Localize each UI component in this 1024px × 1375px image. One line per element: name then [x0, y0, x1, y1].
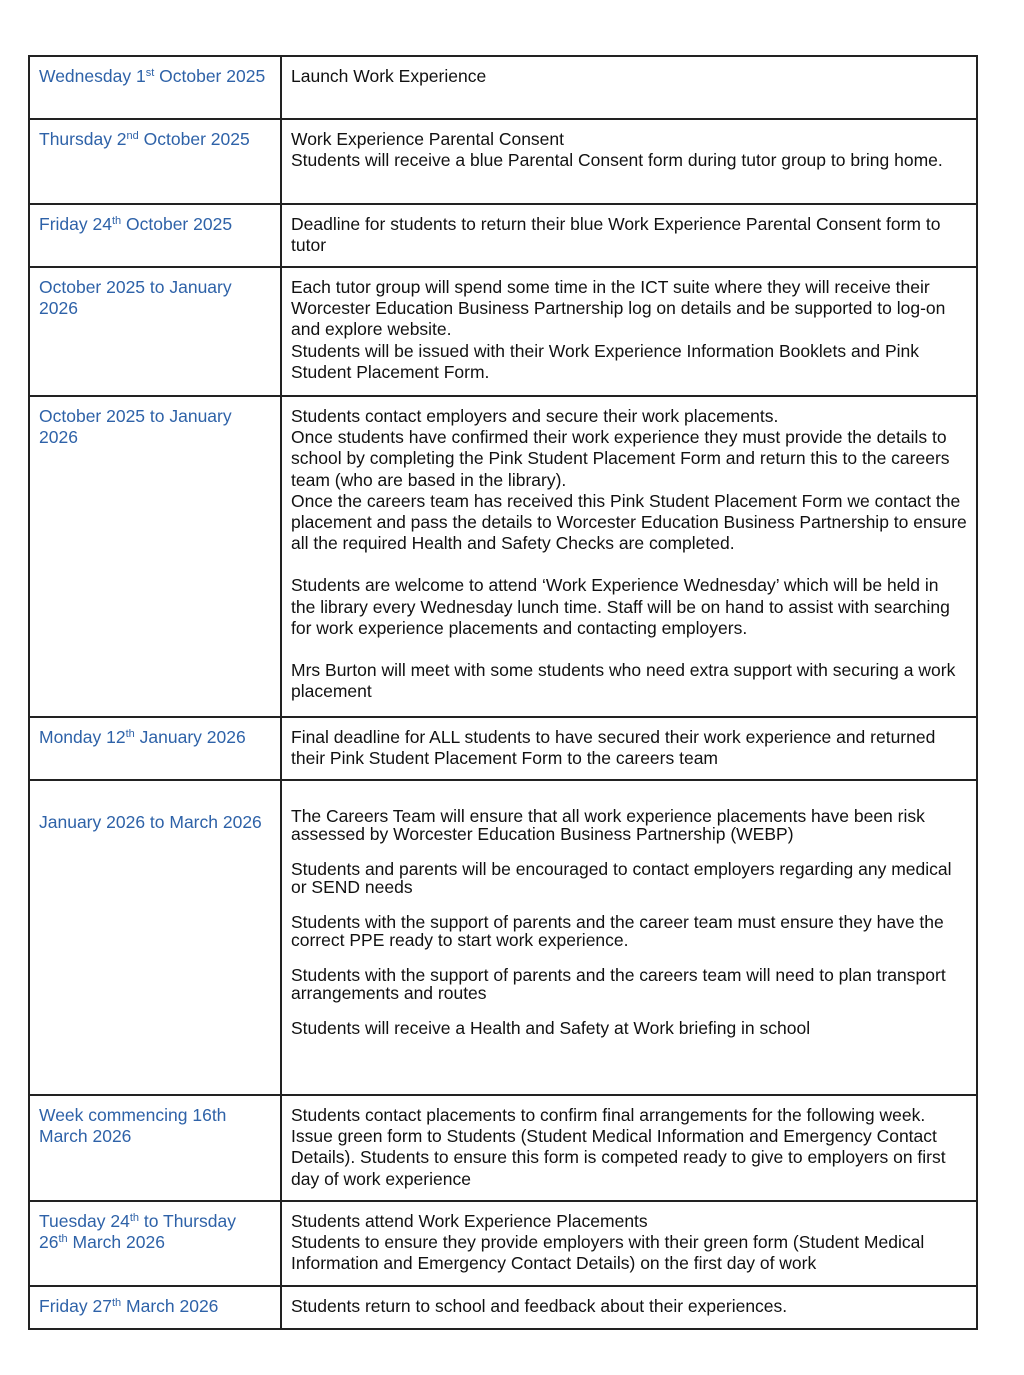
date-text: to Thursday	[139, 1211, 236, 1231]
table-row	[29, 1286, 977, 1329]
date-cell	[29, 56, 281, 119]
date-line	[39, 1211, 271, 1232]
table-row	[29, 717, 977, 780]
date-text: January 2026 to March 2026	[39, 812, 262, 832]
date-suffix: th	[111, 1297, 122, 1309]
paragraph-gap	[291, 554, 967, 575]
description-line: Students will receive a Health and Safety at Work briefing in school	[291, 1018, 811, 1038]
date-line	[39, 1232, 271, 1253]
date-cell	[29, 119, 281, 204]
description-line: Students contact employers and secure their work placements.	[291, 406, 779, 426]
description-line: Once the careers team has received this Pink Student Placement Form we contact the placement and pass the details to Worcester Education Business Partnership to ensure all the required Health and Safety Checks are completed.	[291, 490, 967, 554]
description-line: Deadline for students to return their blue Work Experience Parental Consent form to tutor	[291, 214, 941, 256]
date-text: October 2025	[154, 66, 266, 86]
table-row	[29, 204, 977, 267]
date-cell	[29, 1286, 281, 1329]
date-text: March 2026	[67, 1232, 165, 1253]
paragraph-gap	[291, 639, 967, 660]
date-suffix: th	[125, 728, 135, 740]
date-cell	[29, 717, 281, 780]
table-row	[29, 119, 977, 204]
description-line: The Careers Team will ensure that all work experience placements have been risk assessed by Worcester Education Business Partnership (WEBP)	[291, 806, 925, 844]
date-cell	[29, 780, 281, 1095]
description-cell	[281, 780, 977, 1095]
date-cell	[29, 1201, 281, 1286]
date-text: Wednesday 1	[39, 66, 146, 86]
description-line: Students to ensure they provide employers with their green form (Student Medical Information and Emergency Contact Details) on the first day of work	[291, 1232, 925, 1274]
date-text: Week commencing 16th March 2026	[39, 1105, 227, 1147]
date-text: Monday 12	[39, 727, 126, 747]
date-text: January 2026	[134, 727, 246, 747]
description-line: Students will be issued with their Work Experience Information Booklets and Pink Student Placement Form.	[291, 340, 920, 382]
description-line: Students with the support of parents and the careers team will need to plan transport arrangements and routes	[291, 965, 946, 1003]
description-line: Once students have confirmed their work experience they must provide the details to school by completing the Pink Student Placement Form and return this to the careers team (who are based in the library).	[291, 427, 950, 490]
date-text: Tuesday 24	[39, 1211, 130, 1231]
description-line: Final deadline for ALL students to have secured their work experience and returned their Pink Student Placement Form to the careers team	[291, 727, 936, 769]
date-cell	[29, 204, 281, 267]
description-cell	[281, 1095, 977, 1201]
table-row	[29, 780, 977, 1095]
description-cell	[281, 396, 977, 717]
table-row	[29, 267, 977, 396]
description-line: Students contact placements to confirm final arrangements for the following week.	[291, 1105, 926, 1125]
date-text: October 2025	[121, 214, 233, 234]
date-text: October 2025 to January 2026	[39, 277, 232, 319]
description-line: Students return to school and feedback about their experiences.	[291, 1296, 788, 1316]
date-suffix: st	[145, 67, 155, 79]
description-line: Launch Work Experience	[291, 66, 487, 86]
description-line: Students attend Work Experience Placements	[291, 1211, 648, 1231]
date-suffix: th	[58, 1233, 68, 1246]
date-text: Thursday 2	[39, 129, 127, 149]
description-line: Mrs Burton will meet with some students who need extra support with securing a work placement	[291, 660, 956, 702]
description-line: Each tutor group will spend some time in the ICT suite where they will receive their Worcester Education Business Partnership log on details and be supported to log-on and explore website.	[291, 277, 946, 340]
date-text: Friday 24	[39, 214, 112, 234]
date-text: Friday 27	[39, 1296, 112, 1316]
description-line: Work Experience Parental Consent	[291, 129, 565, 149]
date-text: October 2025 to January 2026	[39, 406, 232, 448]
description-cell	[281, 1286, 977, 1329]
date-text: March 2026	[121, 1296, 219, 1316]
description-line: Students with the support of parents and the career team must ensure they have the correct PPE ready to start work experience.	[291, 912, 944, 950]
date-text: October 2025	[138, 129, 250, 149]
description-cell	[281, 56, 977, 119]
description-cell	[281, 1201, 977, 1286]
description-cell	[281, 717, 977, 780]
date-suffix: th	[129, 1212, 139, 1224]
description-line: Students and parents will be encouraged to contact employers regarding any medical or SEND needs	[291, 859, 952, 897]
date-suffix: nd	[126, 130, 139, 142]
table-row	[29, 1095, 977, 1201]
date-text: 26	[39, 1232, 59, 1253]
description-cell	[281, 267, 977, 396]
description-line: Students are welcome to attend ‘Work Experience Wednesday’ which will be held in the library every Wednesday lunch time. Staff will be on hand to assist with searching for work experience placements and contacting employers.	[291, 575, 950, 638]
work-experience-schedule-table	[28, 55, 978, 1330]
description-cell	[281, 204, 977, 267]
date-suffix: th	[111, 215, 122, 227]
table-row	[29, 1201, 977, 1286]
table-row	[29, 56, 977, 119]
description-line: Students will receive a blue Parental Consent form during tutor group to bring home.	[291, 150, 943, 171]
description-line: Issue green form to Students (Student Medical Information and Emergency Contact Details). Students to ensure this form is competed ready to give to employers on first day of work experience	[291, 1126, 946, 1189]
description-cell	[281, 119, 977, 204]
table-row	[29, 396, 977, 717]
date-cell	[29, 267, 281, 396]
date-cell	[29, 396, 281, 717]
date-cell	[29, 1095, 281, 1201]
